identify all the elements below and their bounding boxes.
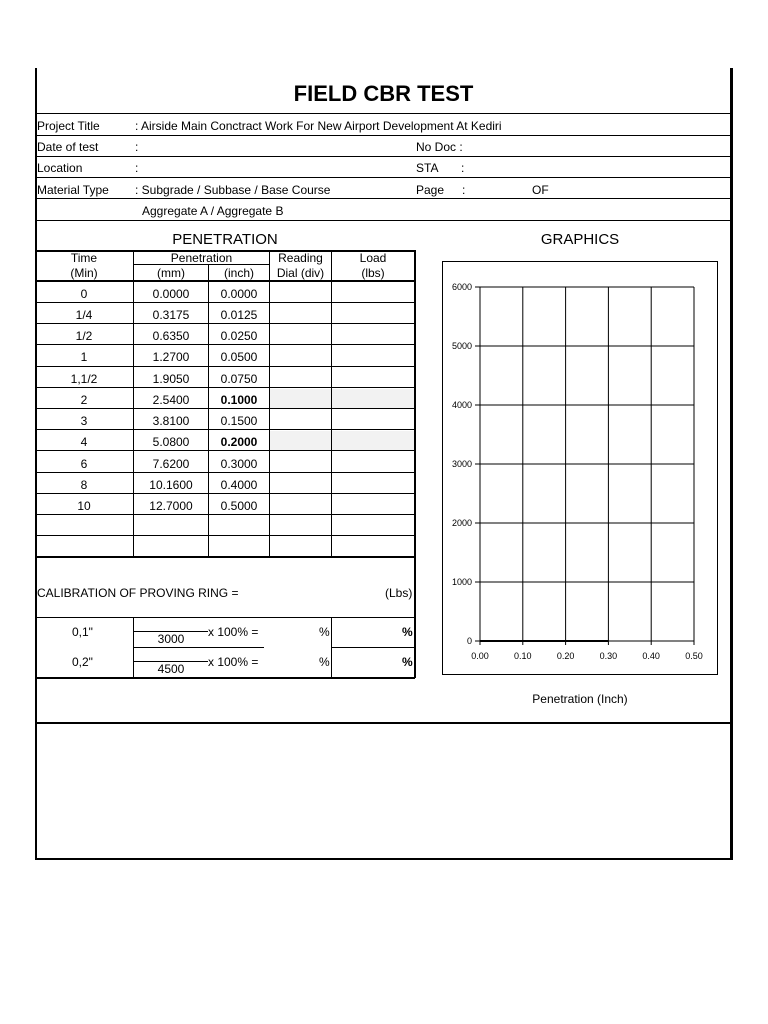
calibration-unit: (Lbs) — [385, 586, 413, 600]
y-tick-label: 6000 — [451, 282, 472, 292]
mm-cell: 12.7000 — [149, 499, 193, 513]
mm-cell: 1.2700 — [152, 350, 190, 364]
mm-cell: 0.6350 — [152, 329, 190, 343]
inch-cell: 0.3000 — [220, 457, 258, 471]
ratio-02-percent: % — [319, 655, 330, 669]
inch-cell: 0.1500 — [220, 414, 258, 428]
ratio-02-label: 0,2" — [72, 655, 93, 669]
load-header: Load — [359, 251, 387, 265]
time-cell: 6 — [80, 457, 88, 471]
inch-cell: 0.4000 — [220, 478, 258, 492]
date-of-test-value: : — [135, 140, 139, 154]
penetration-header: Penetration — [170, 251, 233, 265]
ratio-01-times: x 100% = — [208, 625, 259, 639]
mm-cell: 0.3175 — [152, 308, 190, 322]
y-tick-label: 0 — [466, 636, 472, 646]
x-tick-label: 0.10 — [514, 651, 532, 661]
no-doc-label: No Doc : — [416, 140, 463, 154]
graphics-title: GRAPHICS — [540, 231, 620, 248]
form-title: FIELD CBR TEST — [293, 81, 474, 106]
y-tick-label: 4000 — [451, 400, 472, 410]
inch-cell: 0.5000 — [220, 499, 258, 513]
x-tick-label: 0.50 — [685, 651, 703, 661]
project-title-value: : Airside Main Conctract Work For New Airport Development At Kediri — [135, 119, 502, 133]
time-cell: 3 — [80, 414, 88, 428]
sta-label: STA — [416, 161, 439, 175]
mm-cell: 3.8100 — [152, 414, 190, 428]
inch-cell: 0.0000 — [220, 287, 258, 301]
inch-cell: 0.0750 — [220, 372, 258, 386]
ratio-02-times: x 100% = — [208, 655, 259, 669]
inch-cell: 0.0125 — [220, 308, 258, 322]
lower-section-divider — [35, 722, 732, 724]
time-header: Time — [70, 251, 98, 265]
time-cell: 1/2 — [75, 329, 93, 343]
dial-header: Dial (div) — [276, 266, 325, 280]
reading-header: Reading — [278, 251, 323, 265]
y-tick-label: 5000 — [451, 341, 472, 351]
time-cell: 10 — [77, 499, 91, 513]
y-tick-label: 2000 — [451, 518, 472, 528]
calibration-label: CALIBRATION OF PROVING RING = — [37, 586, 239, 600]
mm-cell: 0.0000 — [152, 287, 190, 301]
time-cell: 2 — [80, 393, 88, 407]
ratio-01-percent: % — [319, 625, 330, 639]
mm-cell: 2.5400 — [152, 393, 190, 407]
project-title-label: Project Title — [37, 119, 100, 133]
ratio-02-denominator: 4500 — [157, 662, 185, 676]
material-type-value: : Subgrade / Subbase / Base Course — [135, 183, 331, 197]
page-label: Page — [416, 183, 445, 197]
mm-cell: 10.1600 — [149, 478, 193, 492]
location-label: Location — [37, 161, 83, 175]
inch-cell: 0.1000 — [220, 393, 258, 407]
ratio-02-percent-result: % — [402, 655, 413, 669]
y-tick-label: 1000 — [451, 577, 472, 587]
x-tick-label: 0.00 — [471, 651, 489, 661]
page-colon: : — [462, 183, 466, 197]
ratio-01-percent-result: % — [402, 625, 413, 639]
x-tick-label: 0.40 — [642, 651, 660, 661]
time-cell: 0 — [80, 287, 88, 301]
penetration-section-title: PENETRATION — [172, 231, 278, 248]
inch-cell: 0.0500 — [220, 350, 258, 364]
mm-cell: 5.0800 — [152, 435, 190, 449]
mm-header: (mm) — [157, 266, 185, 280]
sta-value: : — [461, 161, 465, 175]
x-tick-label: 0.20 — [556, 651, 575, 661]
aggregate-value: Aggregate A / Aggregate B — [142, 204, 284, 218]
material-type-label: Material Type — [37, 183, 109, 197]
inch-cell: 0.2000 — [220, 435, 258, 449]
mm-cell: 7.6200 — [152, 457, 190, 471]
time-unit-header: (Min) — [70, 266, 98, 280]
time-cell: 1,1/2 — [70, 372, 98, 386]
y-tick-label: 3000 — [451, 459, 472, 469]
ratio-01-label: 0,1" — [72, 625, 93, 639]
lbs-header: (lbs) — [361, 266, 385, 280]
ratio-01-denominator: 3000 — [157, 632, 185, 646]
inch-header: (inch) — [223, 266, 254, 280]
inch-cell: 0.0250 — [220, 329, 258, 343]
mm-cell: 1.9050 — [152, 372, 190, 386]
location-value: : — [135, 161, 139, 175]
time-cell: 1 — [80, 350, 88, 364]
time-cell: 8 — [80, 478, 88, 492]
page-of-label: OF — [532, 183, 549, 197]
x-axis-label: Penetration (Inch) — [532, 692, 628, 706]
time-cell: 1/4 — [75, 308, 93, 322]
date-of-test-label: Date of test — [37, 140, 99, 154]
x-tick-label: 0.30 — [599, 651, 618, 661]
time-cell: 4 — [80, 435, 88, 449]
